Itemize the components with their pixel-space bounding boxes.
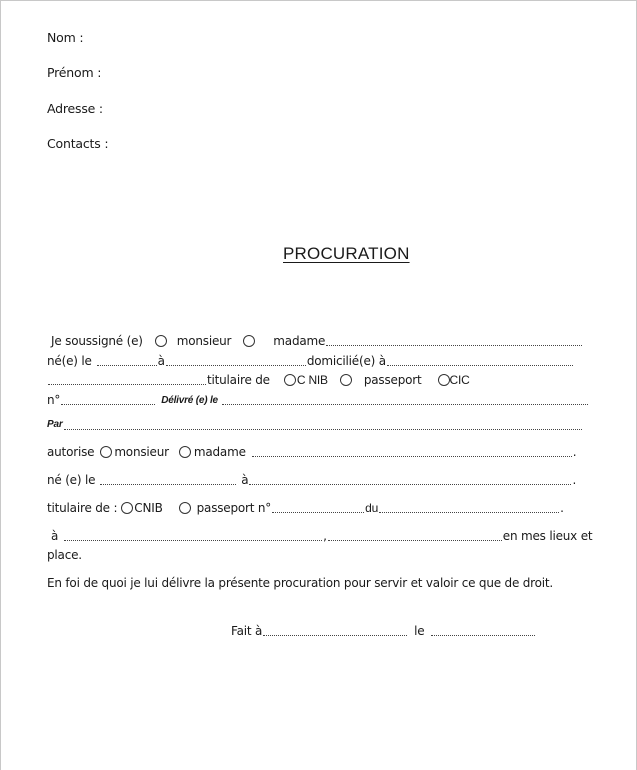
cnib-label: C NIB [296,373,328,387]
radio-mandataire-monsieur[interactable] [100,446,112,458]
mandataire-madame-label: madame [193,445,246,459]
par-label: Par [47,419,63,430]
date-field[interactable] [431,626,535,636]
autorise-label: autorise [47,445,95,459]
contacts-label: Contacts : [47,136,109,151]
mandataire-monsieur-label: monsieur [114,445,169,459]
radio-cnib[interactable] [284,374,296,386]
line-numero [47,393,589,407]
fait-a-field[interactable] [263,626,407,636]
mandataire-titulaire-label: titulaire de : [47,501,118,515]
a-label: à [157,354,165,368]
en-mes-lieux-label: en mes lieux et [502,529,593,543]
mandataire-birth-place-field[interactable] [249,475,571,485]
monsieur-label: monsieur [176,334,232,348]
prenom-label: Prénom : [47,65,102,80]
delivre-le-field[interactable] [222,395,588,405]
page-title: PROCURATION [283,244,410,263]
radio-mandataire-cnib[interactable] [121,502,133,514]
line-naissance [47,354,574,368]
lieu-comma: , [323,529,327,543]
line-signature [231,624,536,638]
place-label: place. [47,548,82,562]
line8-end: . [560,501,564,515]
line-lieu [51,529,592,543]
numero-label: n° [47,393,61,407]
cic-label: CIC [449,373,470,387]
line6-end: . [572,445,577,459]
par-field[interactable] [64,420,582,430]
fait-a-label: Fait à [231,624,263,638]
le-label: le [414,624,425,638]
name-field[interactable] [326,336,582,346]
lieu-a-label: à [51,529,59,543]
radio-passeport[interactable] [340,374,352,386]
mandataire-cnib-label: CNIB [134,501,163,515]
delivre-le-label: Délivré (e) le [161,394,218,406]
radio-mandataire-passeport[interactable] [179,502,191,514]
mandataire-birth-date-field[interactable] [100,475,236,485]
lieu-field-2[interactable] [328,531,502,541]
domicile-field[interactable] [387,356,573,366]
madame-label: madame [273,334,326,348]
radio-madame[interactable] [243,335,255,347]
domicile-field-cont[interactable] [48,375,206,385]
line-autorise [47,445,576,459]
line-mandataire-titulaire [47,501,564,515]
radio-mandataire-madame[interactable] [179,446,191,458]
mandataire-name-field[interactable] [252,447,572,457]
mandataire-ne-le-label: né (e) le [47,473,96,487]
lieu-field[interactable] [64,531,322,541]
en-foi-text: En foi de quoi je lui délivre la présente procuration pour servir et valoir ce que de droit. [47,576,554,590]
mandataire-a-label: à [241,473,249,487]
je-soussigne-label: Je soussigné (e) [51,334,143,348]
line-par [47,419,583,430]
ne-le-label: né(e) le [47,354,92,368]
mandataire-passeport-field[interactable] [272,503,364,513]
line-je-soussigne [51,334,583,348]
numero-field[interactable] [61,395,155,405]
birth-place-field[interactable] [166,356,306,366]
line-mandataire-naissance [47,473,576,487]
adresse-label: Adresse : [47,101,103,116]
domicilie-label: domicilié(e) à [306,354,386,368]
titulaire-de-label: titulaire de [207,373,270,387]
radio-monsieur[interactable] [155,335,167,347]
nom-label: Nom : [47,30,84,45]
mandataire-passeport-label: passeport n° [196,501,272,515]
passeport-label: passeport [363,373,422,387]
radio-cic[interactable] [438,374,450,386]
du-field[interactable] [379,503,559,513]
du-label: du [365,501,379,515]
birth-date-field[interactable] [97,356,157,366]
line-titulaire [47,373,470,387]
line7-end: . [572,473,577,487]
